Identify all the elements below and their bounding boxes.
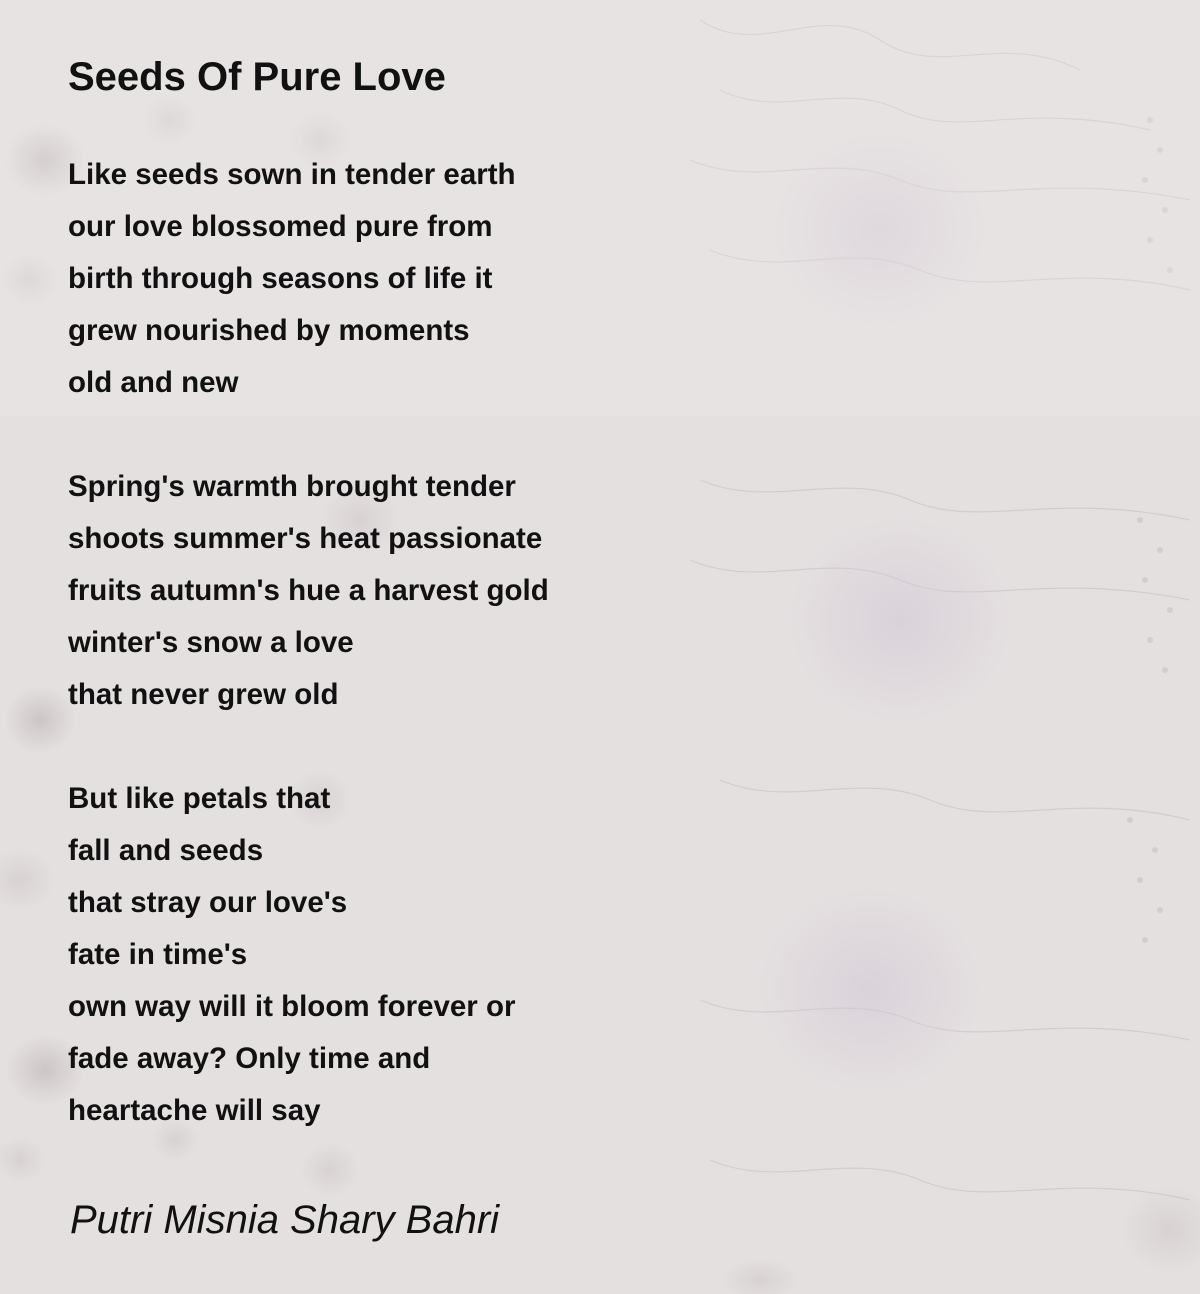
poem-line: heartache will say [68,1094,321,1127]
poem-line: fruits autumn's hue a harvest gold [68,574,549,607]
poem-line: Like seeds sown in tender earth [68,158,516,191]
poem-line: own way will it bloom forever or [68,990,516,1023]
poem-line: shoots summer's heat passionate [68,522,543,555]
stanza-3 [68,773,515,1137]
poem-line: But like petals that [68,782,331,815]
poem-line: old and new [68,366,239,399]
poem-author: Putri Misnia Shary Bahri [70,1198,500,1242]
stanza-2 [68,461,549,721]
poem-line: winter's snow a love [68,626,354,659]
poem-line: fall and seeds [68,834,264,867]
poem-line: grew nourished by moments [68,314,470,347]
poem-line: fate in time's [68,938,248,971]
poem-line: Spring's warmth brought tender [68,470,516,503]
poem-line: birth through seasons of life it [68,262,493,295]
poem-line: our love blossomed pure from [68,210,493,243]
poem-line: that never grew old [68,678,339,711]
poem-line: that stray our love's [68,886,348,919]
stanza-1 [68,149,516,409]
poem-title: Seeds Of Pure Love [68,55,446,99]
poem-line: fade away? Only time and [68,1042,431,1075]
